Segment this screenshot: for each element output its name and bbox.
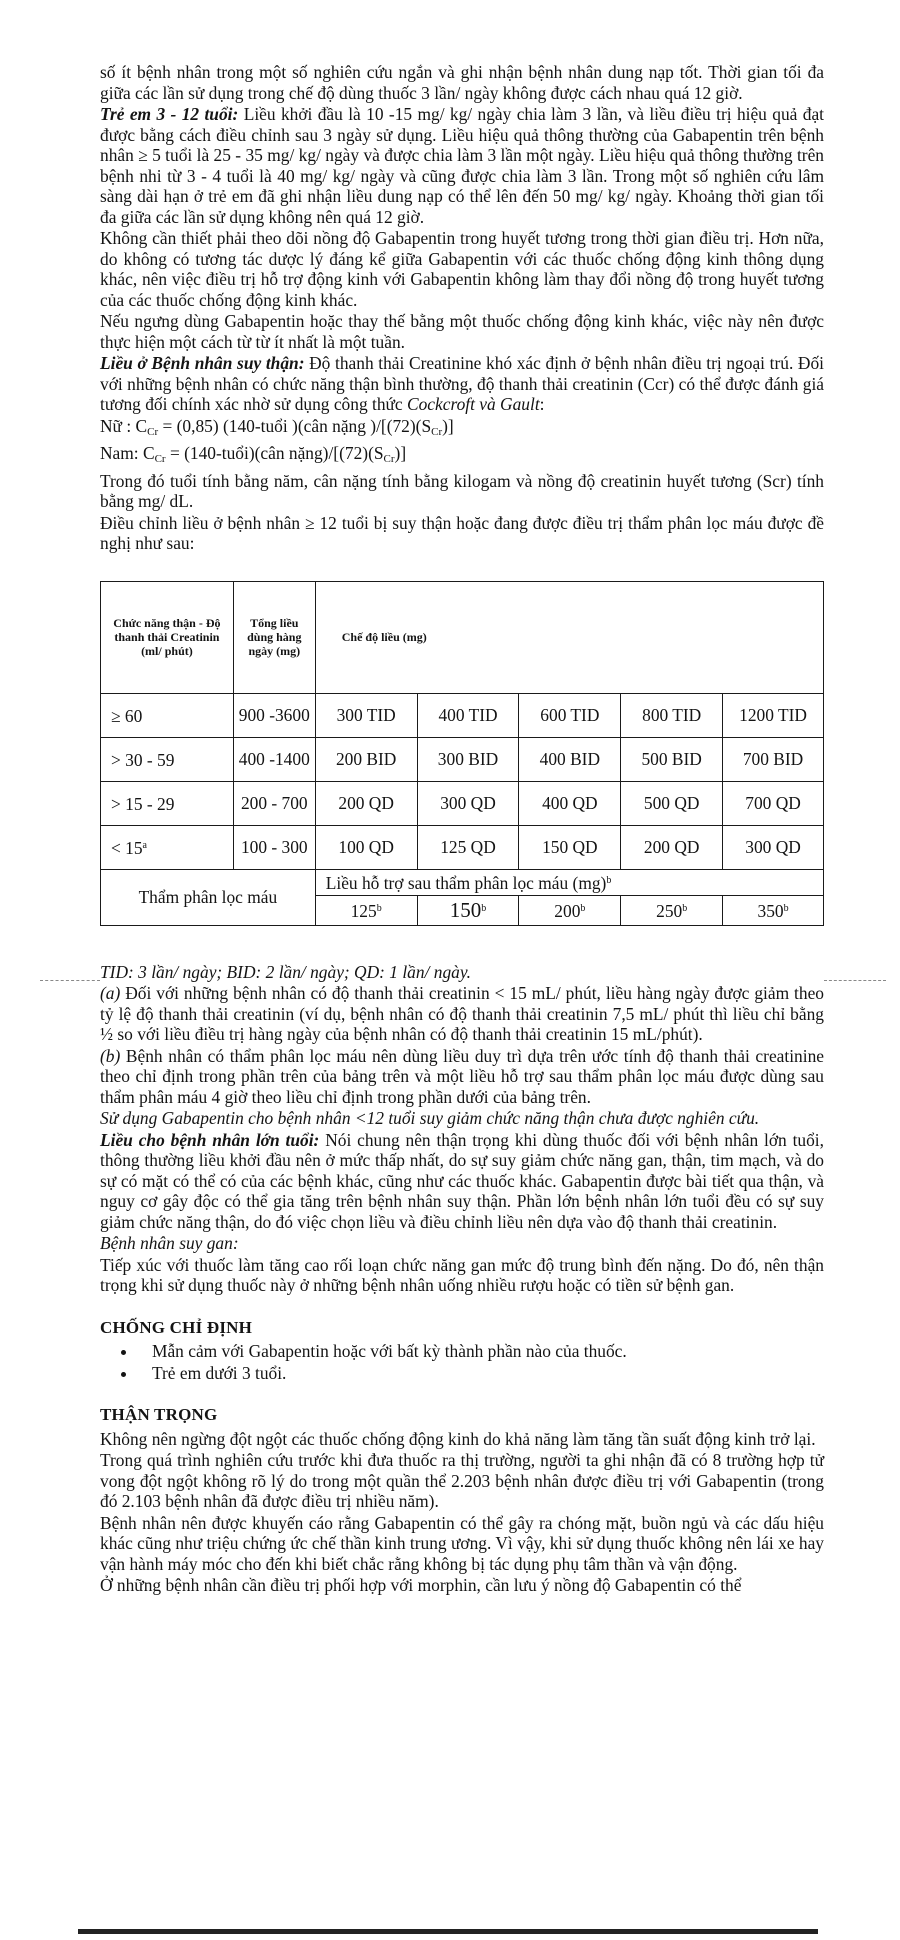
dialysis-dose-value: 350 [757, 900, 784, 921]
formula-name: Cockcroft và Gault [407, 394, 540, 414]
dialysis-dose-footnote: b [580, 902, 586, 914]
formula-female-mid: = (0,85) (140-tuổi )(cân nặng )/[(72)(S [158, 415, 432, 436]
units-paragraph: Trong đó tuổi tính bằng năm, cân nặng tính bằng kilogam và nồng độ creatinin huyết tương (Scr) tính bằng mg/ dL. [100, 470, 824, 511]
footnote-b-text: Bệnh nhân có thẩm phân lọc máu nên dùng liều duy trì dựa trên ước tính độ thanh thải creatinine theo chỉ định trong phần trên của bảng trên và một liều hỗ trợ sau thẩm phân lọc máu được dùng sau thẩm phân máu 4 giờ theo liều chỉ định trong phần dưới của bảng trên. [100, 1045, 824, 1107]
formula-female-post: )] [442, 415, 454, 436]
dose-cell: 500 QD [621, 781, 723, 825]
dialysis-note-row [101, 869, 824, 895]
dialysis-dose-footnote: b [783, 902, 789, 914]
dialysis-note-text: Liều hỗ trợ sau thẩm phân lọc máu (mg) [325, 872, 607, 893]
dialysis-note-footnote: b [606, 874, 612, 886]
dialysis-dose-value: 150 [449, 898, 482, 923]
elderly-dosage-paragraph [100, 1130, 824, 1233]
scan-mark-right [824, 980, 886, 981]
precaution-paragraph: Trong quá trình nghiên cứu trước khi đưa thuốc ra thị trường, người ta ghi nhận đã có 8 trường hợp tử vong đột ngột không rõ lý do trong một quần thể 2.203 bệnh nhân được điều trị với Gabapentin (trong đó 2.103 bệnh nhân đã được điều trị nhiều năm). [100, 1450, 824, 1511]
elderly-text: Nói chung nên thận trọng khi dùng thuốc đối với bệnh nhân lớn tuổi, thông thường liều khởi đầu nên ở mức thấp nhất, do sự suy giảm chức năng gan, thận, tim mạch, và do sự có mặt có thể có của các bệnh khác, cũng như các thuốc khác. Gabapentin được bài tiết qua thận, và nguy cơ gây độc có thể gia tăng trên bệnh nhân suy thận. Phần lớn bệnh nhân lớn tuổi đều có sự suy giảm chức năng thận, do đó việc chọn liều và điều chỉnh liều nên dựa vào độ thanh thải creatinin. [100, 1129, 824, 1232]
dose-cell: 100 QD [315, 825, 417, 869]
dialysis-dose-footnote: b [481, 903, 487, 915]
footnote-b-mark: (b) [100, 1045, 121, 1066]
renal-dose-table [100, 581, 824, 926]
header-renal-function: Chức năng thận - Độ thanh thải Creatinin (ml/ phút) [101, 581, 234, 693]
dose-cell: 300 BID [417, 737, 519, 781]
under-12-note: Sử dụng Gabapentin cho bệnh nhân <12 tuổi suy giảm chức năng thận chưa được nghiên cứu. [100, 1108, 760, 1128]
renal-label: Liều ở Bệnh nhân suy thận: [100, 353, 305, 373]
children-label: Trẻ em 3 - 12 tuổi: [100, 104, 239, 124]
dialysis-note [315, 869, 823, 895]
renal-function-value: ≥ 60 [111, 705, 143, 726]
formula-female-sub1: Cr [147, 425, 159, 438]
list-item: • Mẫn cảm với Gabapentin hoặc với bất kỳ thành phần nào của thuốc. [138, 1341, 824, 1362]
dialysis-dose-footnote: b [682, 902, 688, 914]
row-total-dose: 100 - 300 [233, 825, 315, 869]
formula-male-post: )] [394, 443, 407, 463]
footnote-b [100, 1046, 824, 1108]
formula-male-sub1: Cr [154, 453, 166, 465]
dose-cell: 300 QD [417, 781, 519, 825]
header-dose-regimen: Chế độ liều (mg) [315, 581, 823, 693]
row-renal-function [101, 693, 234, 737]
dialysis-dose-cell [417, 895, 519, 925]
hepatic-paragraph: Tiếp xúc với thuốc làm tăng cao rối loạn chức năng gan mức độ trung bình đến nặng. Do đó, nên thận trọng khi sử dụng thuốc này ở những bệnh nhân uống nhiều rượu hoặc có tiền sử bệnh gan. [100, 1254, 824, 1295]
footnote-a-mark: (a) [100, 983, 121, 1003]
elderly-label: Liều cho bệnh nhân lớn tuổi: [100, 1129, 320, 1150]
dose-cell: 700 QD [723, 781, 824, 825]
precautions-heading: THẬN TRỌNG [100, 1405, 218, 1424]
children-dosage-paragraph [100, 104, 824, 227]
table-header-row [101, 581, 824, 693]
table-row [101, 825, 824, 869]
dose-cell: 700 BID [723, 737, 824, 781]
dialysis-dose-cell [621, 895, 723, 925]
renal-dosage-paragraph [100, 353, 824, 415]
dialysis-dose-cell [519, 895, 621, 925]
dialysis-label: Thẩm phân lọc máu [101, 869, 316, 925]
abbreviations-note: TID: 3 lần/ ngày; BID: 2 lần/ ngày; QD: 1 lần/ ngày. [100, 961, 471, 982]
adjustment-paragraph: Điều chỉnh liều ở bệnh nhân ≥ 12 tuổi bị suy thận hoặc đang được điều trị thẩm phân lọc máu được đề nghị như sau: [100, 512, 824, 553]
discontinuation-paragraph: Nếu ngưng dùng Gabapentin hoặc thay thế bằng một thuốc chống động kinh khác, việc này nên được thực hiện một cách từ từ ít nhất là một tuần. [100, 311, 824, 352]
page-bottom-rule [78, 1929, 818, 1934]
renal-text-tail: : [539, 394, 545, 414]
formula-male-pre: Nam: C [100, 443, 155, 463]
monitoring-paragraph: Không cần thiết phải theo dõi nồng độ Gabapentin trong huyết tương trong thời gian điều trị. Hơn nữa, do không có tương tác dược lý đáng kể giữa Gabapentin với các thuốc chống động kinh thông dụng khác, nên việc điều trị hỗ trợ động kinh với Gabapentin không làm thay đổi nồng độ trong huyết tương của các thuốc chống động kinh khác. [100, 228, 824, 310]
dose-cell: 200 QD [315, 781, 417, 825]
precaution-paragraph: Bệnh nhân nên được khuyến cáo rằng Gabapentin có thể gây ra chóng mặt, buồn ngủ và các dấu hiệu khác cũng như triệu chứng ức chế thần kinh trung ương. Vì vậy, khi sử dụng thuốc không nên lái xe hay vận hành máy móc cho đến khi biết chắc rằng không bị tác dụng phụ tâm thần và vận động. [100, 1512, 824, 1574]
dose-cell: 400 QD [519, 781, 621, 825]
row-total-dose: 900 -3600 [233, 693, 315, 737]
precaution-paragraph: Không nên ngừng đột ngột các thuốc chống động kinh do khả năng làm tăng tần suất động kinh trở lại. [100, 1428, 816, 1449]
dialysis-dose-cell [723, 895, 824, 925]
header-total-daily-dose: Tổng liều dùng hàng ngày (mg) [233, 581, 315, 693]
footnote-a [100, 983, 824, 1045]
formula-male-sub2: Cr [383, 453, 395, 465]
dialysis-dose-footnote: b [376, 902, 382, 914]
dose-cell: 125 QD [417, 825, 519, 869]
children-text: Liều khởi đầu là 10 -15 mg/ kg/ ngày chia làm 3 lần, và liều điều trị hiệu quả đạt được bằng cách điều chỉnh sau 3 ngày sử dụng. Liều hiệu quả thông thường của Gabapentin trên bệnh nhân ≥ 5 tuổi là 25 - 35 mg/ kg/ ngày và được chia làm 3 lần một ngày. Liều hiệu quả thông thường trên bệnh nhi từ 3 - 4 tuổi là 40 mg/ kg/ ngày và cũng được chia làm 3 lần. Trong một số nghiên cứu lâm sàng dài hạn ở trẻ em đã ghi nhận liều dung nạp có thể lên đến 50 mg/ kg/ ngày. Khoảng thời gian tối đa giữa các lần sử dụng không nên quá 12 giờ. [100, 104, 824, 227]
dose-cell: 150 QD [519, 825, 621, 869]
precaution-paragraph: Ở những bệnh nhân cần điều trị phối hợp với morphin, cần lưu ý nồng độ Gabapentin có thể [100, 1575, 742, 1595]
dialysis-dose-value: 200 [554, 900, 581, 921]
dose-cell: 1200 TID [723, 693, 824, 737]
contraindications-list [100, 1341, 824, 1383]
dialysis-dose-cell [315, 895, 417, 925]
formula-female-pre: Nữ : C [100, 415, 148, 436]
renal-function-value: > 15 - 29 [111, 793, 175, 814]
renal-function-value: > 30 - 59 [111, 749, 175, 770]
list-item: • Trẻ em dưới 3 tuổi. [138, 1363, 824, 1384]
row-renal-function [101, 825, 234, 869]
scan-mark-left [40, 980, 100, 981]
document-body [100, 62, 824, 1597]
dose-cell: 300 QD [723, 825, 824, 869]
intro-paragraph: số ít bệnh nhân trong một số nghiên cứu ngắn và ghi nhận bệnh nhân dung nạp tốt. Thời gian tối đa giữa các lần sử dụng trong chế độ dùng thuốc 3 lần/ ngày không được cách nhau quá 12 giờ. [100, 62, 824, 103]
dialysis-dose-value: 250 [656, 900, 683, 921]
dose-cell: 600 TID [519, 693, 621, 737]
footnote-a-text: Đối với những bệnh nhân có độ thanh thải creatinin < 15 mL/ phút, liều hàng ngày được giảm theo tỷ lệ độ thanh thải creatinin (ví dụ, bệnh nhân có độ thanh thải creatinin 7,5 mL/ phút thì liều chỉ bằng ½ so với liều điều trị hàng ngày của bệnh nhân có độ thanh thải creatinin 15 mL/phút). [100, 983, 824, 1044]
row-total-dose: 200 - 700 [233, 781, 315, 825]
dose-cell: 400 BID [519, 737, 621, 781]
dose-cell: 200 QD [621, 825, 723, 869]
formula-male [100, 443, 824, 470]
table-row [101, 693, 824, 737]
formula-female-sub2: Cr [431, 425, 443, 438]
hepatic-label: Bệnh nhân suy gan: [100, 1233, 239, 1253]
dose-cell: 800 TID [621, 693, 723, 737]
row-renal-function [101, 781, 234, 825]
dose-cell: 200 BID [315, 737, 417, 781]
renal-text: Độ thanh thải Creatinine khó xác định ở bệnh nhân điều trị ngoại trú. Đối với những bệnh nhân có chức năng thận bình thường, độ thanh thải creatinin (Ccr) có thể được đánh giá tương đối chính xác nhờ sử dụng công thức [100, 353, 825, 414]
row-renal-function [101, 737, 234, 781]
table-row [101, 781, 824, 825]
renal-function-value: < 15 [111, 837, 143, 858]
dialysis-dose-value: 125 [350, 900, 377, 921]
dose-cell: 400 TID [417, 693, 519, 737]
renal-function-footnote: a [142, 839, 147, 851]
dose-cell: 500 BID [621, 737, 723, 781]
table-row [101, 737, 824, 781]
dose-cell: 300 TID [315, 693, 417, 737]
row-total-dose: 400 -1400 [233, 737, 315, 781]
formula-female [100, 416, 824, 443]
formula-male-mid: = (140-tuổi)(cân nặng)/[(72)(S [165, 443, 384, 463]
contraindications-heading: CHỐNG CHỈ ĐỊNH [100, 1317, 253, 1337]
